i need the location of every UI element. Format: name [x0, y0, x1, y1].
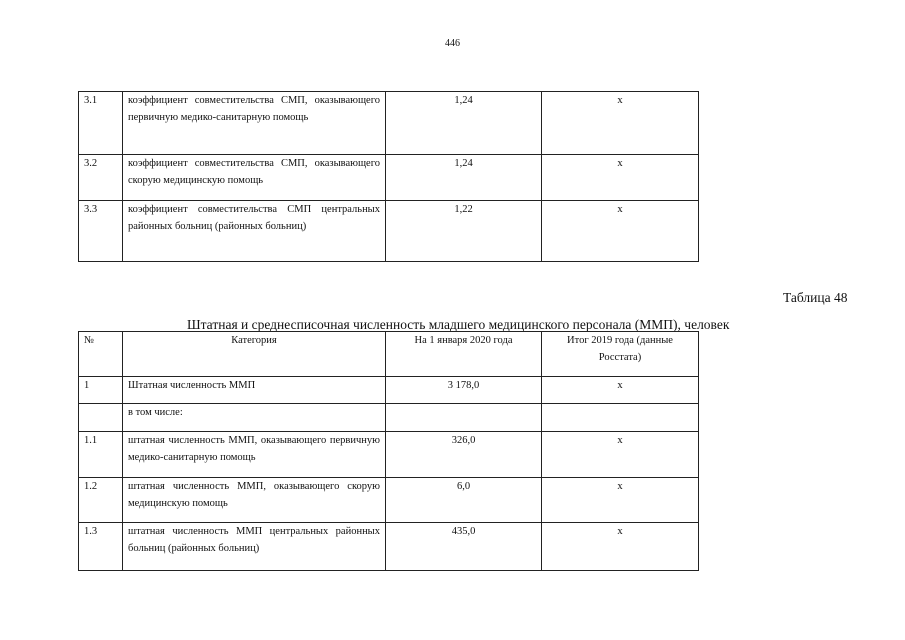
- row-value: 326,0: [386, 432, 542, 478]
- row-number: 1.3: [79, 523, 123, 571]
- row-value: 1,22: [386, 201, 542, 262]
- row-category: штатная численность ММП, оказывающего скорую медицинскую помощь: [123, 478, 386, 523]
- row-value: 3 178,0: [386, 377, 542, 404]
- row-rosstat: х: [542, 432, 699, 478]
- table-title: Штатная и среднесписочная численность младшего медицинского персонала (ММП), человек: [187, 317, 730, 332]
- row-rosstat: х: [542, 155, 699, 201]
- table-row: [79, 92, 699, 155]
- row-value: 1,24: [386, 155, 542, 201]
- row-value: 435,0: [386, 523, 542, 571]
- row-value: 1,24: [386, 92, 542, 155]
- staffing-table: [78, 331, 699, 571]
- row-category: коэффициент совместительства СМП, оказывающего первичную медико-санитарную помощь: [123, 92, 386, 155]
- table-row: [79, 523, 699, 571]
- row-number: 1.1: [79, 432, 123, 478]
- header-rosstat: Итог 2019 года (данные Росстата): [542, 332, 699, 377]
- table-row: [79, 478, 699, 523]
- header-number: №: [79, 332, 123, 377]
- row-rosstat: х: [542, 478, 699, 523]
- table-caption: Таблица 48: [783, 290, 848, 305]
- row-rosstat: [542, 404, 699, 432]
- table-row: [79, 201, 699, 262]
- table-row: [79, 432, 699, 478]
- header-value: На 1 января 2020 года: [386, 332, 542, 377]
- row-category: Штатная численность ММП: [123, 377, 386, 404]
- header-category: Категория: [123, 332, 386, 377]
- row-category: в том числе:: [123, 404, 386, 432]
- row-category: коэффициент совместительства СМП центральных районных больниц (районных больниц): [123, 201, 386, 262]
- row-value: 6,0: [386, 478, 542, 523]
- table-header-row: [79, 332, 699, 377]
- row-rosstat: х: [542, 377, 699, 404]
- row-category: штатная численность ММП центральных районных больниц (районных больниц): [123, 523, 386, 571]
- coefficients-table: [78, 91, 699, 262]
- row-category: штатная численность ММП, оказывающего первичную медико-санитарную помощь: [123, 432, 386, 478]
- row-number: 3.1: [79, 92, 123, 155]
- row-number: 1: [79, 377, 123, 404]
- table-row: [79, 377, 699, 404]
- row-category: коэффициент совместительства СМП, оказывающего скорую медицинскую помощь: [123, 155, 386, 201]
- row-rosstat: х: [542, 92, 699, 155]
- row-number: 3.2: [79, 155, 123, 201]
- row-rosstat: х: [542, 201, 699, 262]
- row-number: [79, 404, 123, 432]
- row-rosstat: х: [542, 523, 699, 571]
- table-row: [79, 404, 699, 432]
- page-number: 446: [445, 38, 460, 49]
- row-value: [386, 404, 542, 432]
- table-row: [79, 155, 699, 201]
- row-number: 3.3: [79, 201, 123, 262]
- row-number: 1.2: [79, 478, 123, 523]
